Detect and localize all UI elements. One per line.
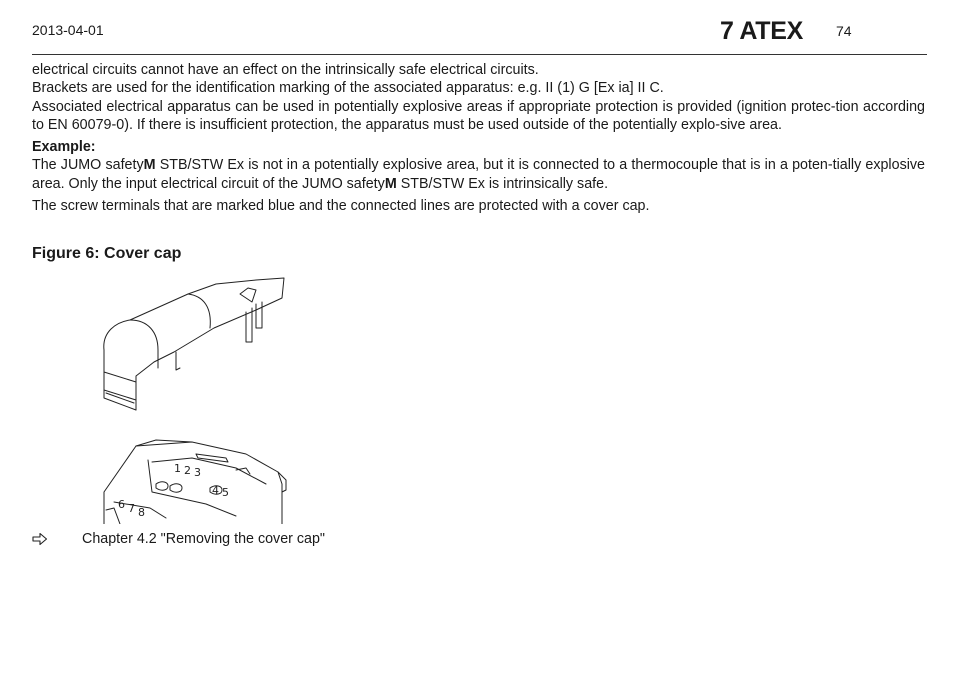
header-divider [32, 54, 927, 55]
terminal-label-3: 3 [194, 466, 201, 479]
terminal-label-6: 6 [118, 498, 125, 511]
page-number: 74 [836, 23, 852, 39]
example-text-c: STB/STW Ex is intrinsically safe. [396, 175, 609, 192]
chapter-title: 7 ATEX [720, 17, 803, 45]
example-label: Example: [32, 139, 96, 156]
example-text-b: STB/STW Ex is not in a potentially explosive area, but it is connected to a thermocouple that is in a poten-tially explosive area. Only the input electrical circuit of the JUMO safety [32, 157, 925, 192]
terminal-label-8: 8 [138, 506, 145, 519]
example-paragraph [32, 156, 925, 193]
example-bold-m-2: M [384, 175, 397, 192]
example-text-a: The JUMO safety [32, 157, 144, 174]
paragraph-brackets: Brackets are used for the identification marking of the associated apparatus: e.g. II (1) G [Ex ia] II C. [32, 80, 664, 97]
arrow-right-icon [32, 531, 48, 547]
cover-cap-illustration [104, 278, 284, 410]
terminal-label-1: 1 [174, 462, 181, 475]
paragraph-intro: electrical circuits cannot have an effect on the intrinsically safe electrical circuits. [32, 62, 539, 78]
header-date: 2013-04-01 [32, 22, 104, 38]
body-text [32, 61, 925, 215]
chapter-reference-link[interactable]: Chapter 4.2 "Removing the cover cap" [82, 531, 325, 547]
cover-cap-figure [96, 272, 296, 524]
terminal-label-7: 7 [128, 502, 135, 515]
terminal-label-4: 4 [212, 484, 219, 497]
terminal-label-2: 2 [184, 464, 191, 477]
example-bold-m-1: M [143, 157, 156, 174]
device-terminals-illustration [104, 440, 286, 524]
paragraph-associated-apparatus: Associated electrical apparatus can be used in potentially explosive areas if appropriate protection is provided (ignition protec-tion according to EN 60079-0). If there is insufficient protection, the apparatus must be used outside of the potentially explo-sive area. [32, 98, 925, 133]
figure-caption: Figure 6: Cover cap [32, 245, 182, 262]
terminal-label-5: 5 [222, 486, 229, 499]
paragraph-screw-terminals: The screw terminals that are marked blue and the connected lines are protected with a cover cap. [32, 198, 650, 215]
